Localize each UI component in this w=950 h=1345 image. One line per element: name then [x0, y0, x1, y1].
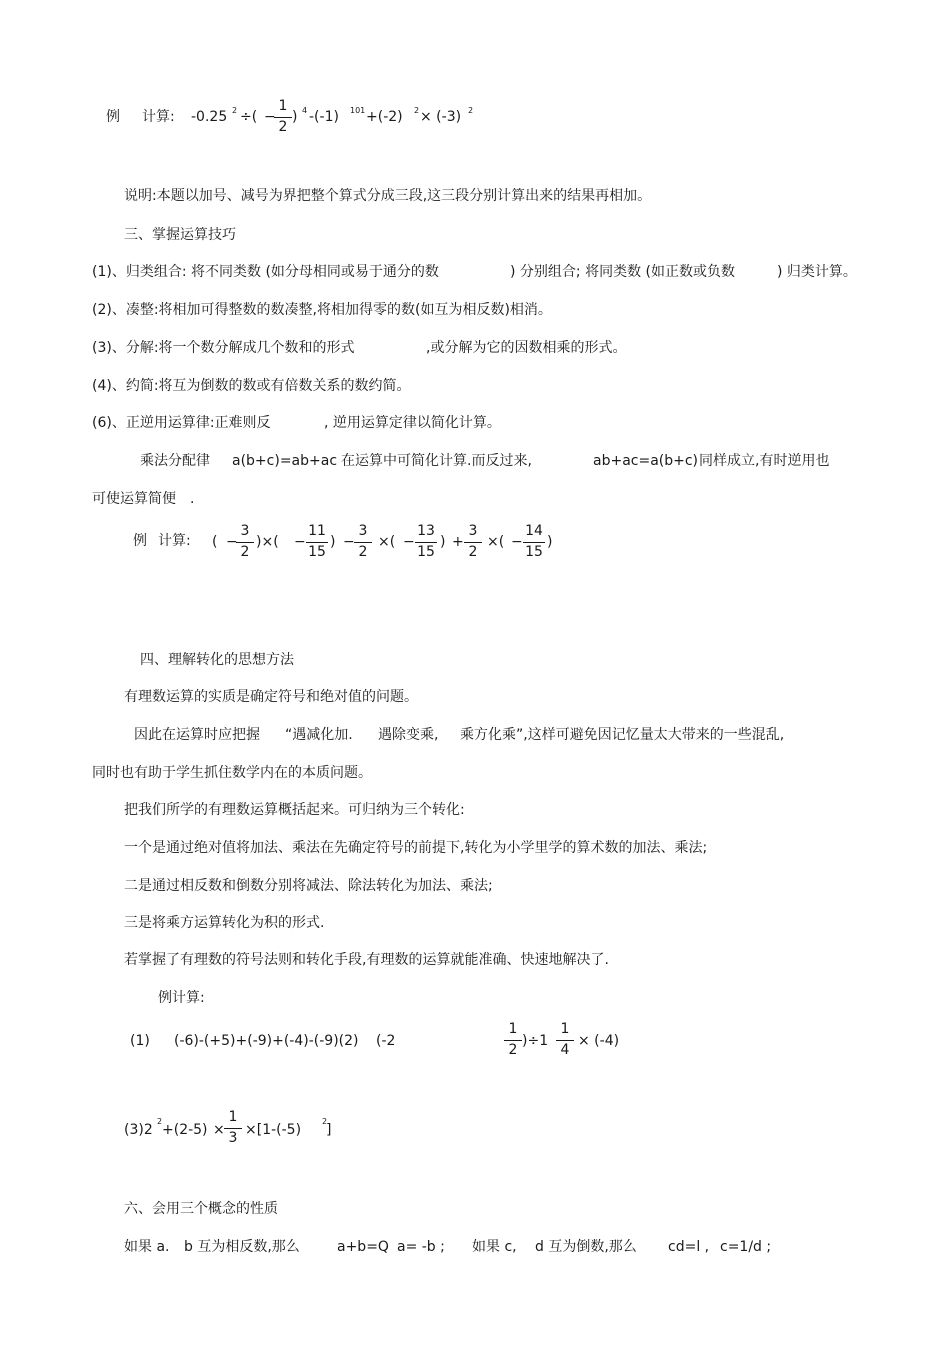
- exponent: 2: [468, 106, 474, 115]
- fraction-denominator: 2: [508, 1042, 518, 1058]
- fraction-denominator: 3: [228, 1130, 238, 1146]
- fraction-denominator: 2: [278, 119, 288, 135]
- paragraph: 如果 c,: [472, 1239, 517, 1255]
- fraction-numerator: 3: [240, 523, 250, 539]
- paragraph: 三是将乘方运算转化为积的形式.: [124, 915, 325, 931]
- fraction-denominator: 4: [560, 1042, 570, 1058]
- fraction-bar: [274, 117, 292, 118]
- calc-label: 计算:: [142, 109, 175, 125]
- calc-label: 计算:: [158, 533, 191, 549]
- example-label: 例: [106, 109, 120, 125]
- fraction-denominator: 15: [525, 544, 543, 560]
- expr-op: ): [330, 534, 336, 550]
- paragraph: 可使运算简便: [92, 491, 176, 507]
- expr-term: +(-2): [366, 109, 403, 125]
- paragraph: ,或分解为它的因数相乘的形式。: [426, 340, 627, 356]
- fraction-bar: [523, 542, 545, 543]
- fraction-bar: [504, 1040, 522, 1041]
- expr-op: ×(: [378, 534, 396, 550]
- exponent: 2: [232, 106, 238, 115]
- fraction-numerator: 3: [358, 523, 368, 539]
- paragraph: 在运算中可简化计算.而反过来,: [341, 453, 532, 469]
- expression: × (-4): [578, 1033, 620, 1049]
- fraction: [462, 523, 484, 563]
- minus-sign: −: [294, 534, 306, 550]
- paragraph: 遇除变乘,: [378, 727, 439, 743]
- paragraph: ) 归类计算。: [777, 264, 857, 280]
- paragraph: 若掌握了有理数的符号法则和转化手段,有理数的运算就能准确、快速地解决了.: [124, 952, 609, 968]
- fraction-bar: [464, 542, 482, 543]
- fraction: [352, 523, 374, 563]
- expr-op: )×(: [256, 534, 279, 550]
- exponent: 2: [157, 1117, 163, 1126]
- minus-sign: −: [226, 534, 238, 550]
- fraction-denominator: 2: [240, 544, 250, 560]
- exponent: 4: [302, 106, 308, 115]
- formula: a+b=Q: [337, 1239, 389, 1255]
- fraction: [521, 523, 547, 563]
- fraction-denominator: 15: [308, 544, 326, 560]
- paragraph: 把我们所学的有理数运算概括起来。可归纳为三个转化:: [124, 802, 465, 818]
- fraction: [413, 523, 439, 563]
- section-heading: 四、理解转化的思想方法: [140, 652, 294, 668]
- fraction-numerator: 13: [417, 523, 435, 539]
- paragraph: 乘方化乘”,这样可避免因记忆量太大带来的一些混乱,: [460, 727, 785, 743]
- expression: +(2-5): [162, 1122, 208, 1138]
- expression: ×: [213, 1122, 225, 1138]
- example-label: 例: [133, 533, 147, 549]
- fraction: [222, 1109, 244, 1149]
- paragraph: .: [190, 491, 195, 507]
- expression: (-6)-(+5)+(-9)+(-4)-(-9)(2): [174, 1033, 359, 1049]
- paragraph: 同时也有助于学生抓住数学内在的本质问题。: [92, 765, 372, 781]
- exponent: 2: [322, 1117, 328, 1126]
- fraction-denominator: 2: [468, 544, 478, 560]
- minus-sign: −: [403, 534, 415, 550]
- paragraph: “遇减化加.: [285, 727, 353, 743]
- fraction-numerator: 11: [308, 523, 326, 539]
- paragraph: (1)、归类组合: 将不同类数 (如分母相同或易于通分的数: [92, 264, 439, 280]
- formula: a= -b ;: [397, 1239, 445, 1255]
- paragraph: (4)、约简:将互为倒数的数或有倍数关系的数约简。: [92, 378, 411, 394]
- minus-sign: −: [264, 109, 276, 125]
- fraction: [554, 1021, 576, 1061]
- expr-op: (: [212, 534, 218, 550]
- note-text: 说明:本题以加号、减号为界把整个算式分成三段,这三段分别计算出来的结果再相加。: [124, 188, 652, 204]
- fraction-numerator: 1: [560, 1021, 570, 1037]
- expr-op: ): [440, 534, 446, 550]
- section-heading: 六、会用三个概念的性质: [124, 1201, 278, 1217]
- expression: )÷1: [522, 1033, 549, 1049]
- paragraph: 有理数运算的实质是确定符号和绝对值的问题。: [124, 689, 418, 705]
- fraction: [272, 98, 294, 138]
- expr-term: × (-3): [420, 109, 462, 125]
- exponent: 101: [350, 106, 366, 115]
- fraction-bar: [354, 542, 372, 543]
- section-heading: 三、掌握运算技巧: [124, 227, 236, 243]
- paragraph: (2)、凑整:将相加可得整数的数凑整,将相加得零的数(如互为相反数)相消。: [92, 302, 552, 318]
- fraction-numerator: 1: [508, 1021, 518, 1037]
- fraction-bar: [415, 542, 437, 543]
- expression: (-2: [376, 1033, 396, 1049]
- paragraph: 二是通过相反数和倒数分别将减法、除法转化为加法、乘法;: [124, 878, 493, 894]
- fraction-bar: [236, 542, 254, 543]
- formula: a(b+c)=ab+ac: [232, 453, 338, 469]
- paragraph: d 互为倒数,那么: [535, 1239, 637, 1255]
- fraction: [304, 523, 330, 563]
- minus-sign: −: [343, 534, 355, 550]
- paragraph: 一个是通过绝对值将加法、乘法在先确定符号的前提下,转化为小学里学的算术数的加法、乘法;: [124, 840, 708, 856]
- paragraph: (3)、分解:将一个数分解成几个数和的形式: [92, 340, 355, 356]
- paragraph: 乘法分配律: [140, 453, 210, 469]
- paragraph: 同样成立,有时逆用也: [699, 453, 830, 469]
- paragraph: b 互为相反数,那么: [184, 1239, 300, 1255]
- fraction-numerator: 1: [278, 98, 288, 114]
- exponent: 2: [414, 106, 420, 115]
- problem-number: (1): [130, 1033, 150, 1049]
- paragraph: 因此在运算时应把握: [134, 727, 260, 743]
- formula: c=1/d ;: [720, 1239, 772, 1255]
- fraction-numerator: 3: [468, 523, 478, 539]
- minus-sign: −: [511, 534, 523, 550]
- expression: (3)2: [124, 1122, 153, 1138]
- fraction-numerator: 14: [525, 523, 543, 539]
- formula: ab+ac=a(b+c): [593, 453, 699, 469]
- expr-op: ): [547, 534, 553, 550]
- fraction-bar: [556, 1040, 574, 1041]
- expr-term: -(-1): [309, 109, 339, 125]
- fraction: [502, 1021, 524, 1061]
- plus-sign: +: [452, 534, 464, 550]
- paragraph: 如果 a.: [124, 1239, 170, 1255]
- paragraph: , 逆用运算定律以简化计算。: [324, 415, 501, 431]
- fraction: [234, 523, 256, 563]
- expression: ]: [326, 1122, 332, 1138]
- fraction-denominator: 15: [417, 544, 435, 560]
- expr-term: -0.25: [191, 109, 228, 125]
- fraction-denominator: 2: [358, 544, 368, 560]
- fraction-bar: [306, 542, 328, 543]
- paragraph: (6)、正逆用运算律:正难则反: [92, 415, 271, 431]
- fraction-numerator: 1: [228, 1109, 238, 1125]
- formula: cd=l ,: [668, 1239, 710, 1255]
- expr-op: ×(: [487, 534, 505, 550]
- expr-op: ): [292, 109, 298, 125]
- paragraph: ) 分别组合; 将同类数 (如正数或负数: [510, 264, 735, 280]
- expr-op: ÷(: [240, 109, 258, 125]
- expression: ×[1-(-5): [245, 1122, 302, 1138]
- fraction-bar: [224, 1128, 242, 1129]
- example-label: 例计算:: [158, 990, 205, 1006]
